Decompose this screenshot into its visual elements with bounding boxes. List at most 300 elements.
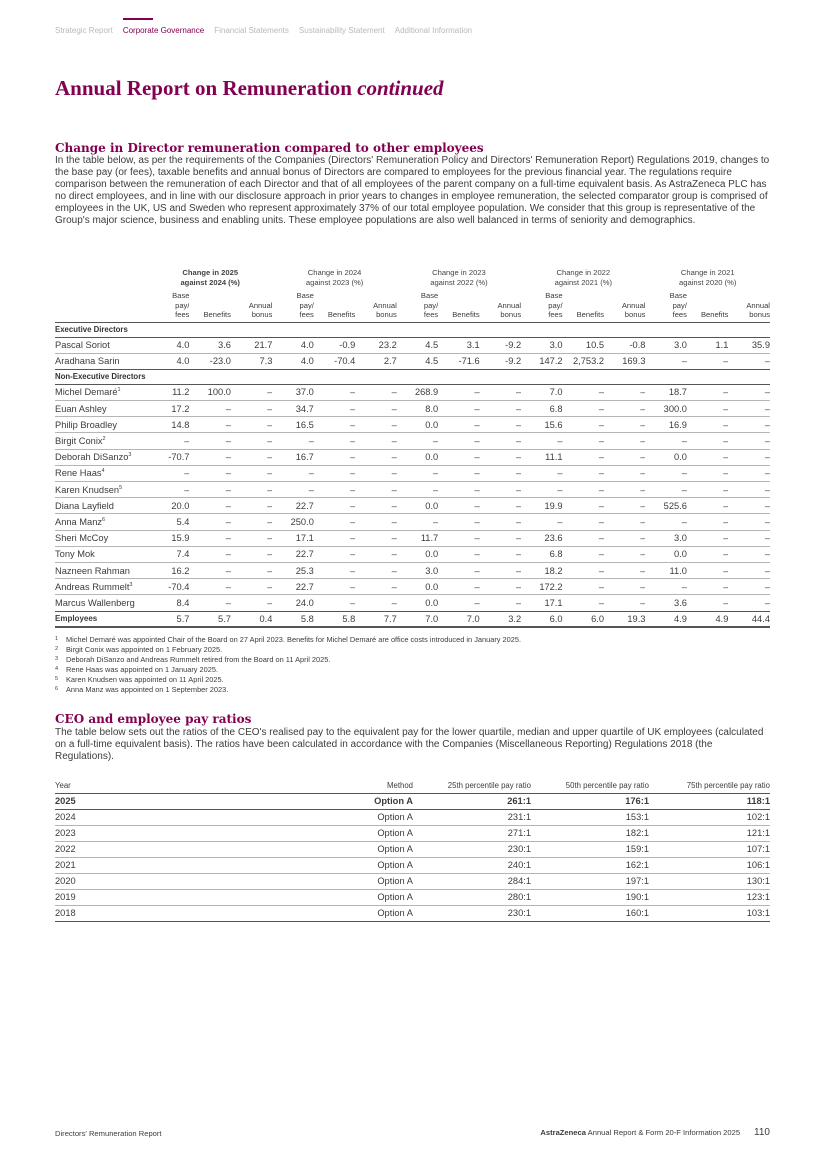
table-row xyxy=(55,433,770,449)
table-cell: – xyxy=(563,401,604,417)
table-cell: – xyxy=(438,433,479,449)
table-row xyxy=(55,514,770,530)
table-cell: 22.7 xyxy=(272,498,313,514)
pay-ratio-header-row xyxy=(55,778,770,793)
table-cell: 16.5 xyxy=(272,417,313,433)
col-header-annual-bonus: Annual bonus xyxy=(355,288,396,322)
table-cell: – xyxy=(604,546,645,562)
footnote-text: Deborah DiSanzo and Andreas Rummelt retired from the Board on 11 April 2025. xyxy=(66,655,331,664)
table-cell: 231:1 xyxy=(413,809,531,825)
director-name: Pascal Soriot xyxy=(55,337,148,353)
table-cell: – xyxy=(604,384,645,400)
table-cell: – xyxy=(189,482,230,498)
table-cell: – xyxy=(563,546,604,562)
non-executive-directors-section: Non-Executive Directors xyxy=(55,369,770,384)
table-cell: 2025 xyxy=(55,793,255,809)
table-cell: – xyxy=(480,579,521,595)
footnote xyxy=(55,665,770,675)
table-cell: – xyxy=(231,530,272,546)
footnote xyxy=(55,685,770,695)
table-cell: – xyxy=(189,417,230,433)
table-cell: – xyxy=(687,579,728,595)
table-cell: 11.0 xyxy=(645,562,686,578)
table-cell: – xyxy=(687,417,728,433)
table-cell: 16.9 xyxy=(645,417,686,433)
table-cell: – xyxy=(687,530,728,546)
table-cell: – xyxy=(148,465,189,481)
footnotes xyxy=(55,635,770,695)
table-cell: 169.3 xyxy=(604,353,645,369)
ceo-section-text: The table below sets out the ratios of the CEO's realised pay to the equivalent pay for the lower quartile, median and upper quartile of UK employees (calculated on a full-time equivalent basis). The ratios have been calculated in accordance with the Companies (Miscellaneous Reporting) Regulations 2018 (the Regulations). xyxy=(55,727,764,762)
table-cell: – xyxy=(397,514,438,530)
table-cell: 2.7 xyxy=(355,353,396,369)
table-cell: Option A xyxy=(255,809,413,825)
director-name: Andreas Rummelt$^3$ xyxy=(55,579,148,595)
table-cell: – xyxy=(687,433,728,449)
table-cell: 3.0 xyxy=(521,337,562,353)
footnote-number: 4 xyxy=(55,666,59,672)
table-cell: – xyxy=(189,579,230,595)
table-cell: 4.9 xyxy=(645,611,686,627)
table-cell: – xyxy=(314,514,355,530)
table-cell: 300.0 xyxy=(645,401,686,417)
footnote xyxy=(55,655,770,665)
table-cell: 23.2 xyxy=(355,337,396,353)
table-cell: Option A xyxy=(255,905,413,921)
table-row xyxy=(55,889,770,905)
table-row xyxy=(55,546,770,562)
nav-strategic-report[interactable]: Strategic Report xyxy=(55,26,113,35)
table-cell: – xyxy=(687,353,728,369)
table-cell: – xyxy=(728,579,770,595)
table-cell: -70.4 xyxy=(148,579,189,595)
table-cell: – xyxy=(563,465,604,481)
table-cell: – xyxy=(438,498,479,514)
pay-ratio-header-year: Year xyxy=(55,778,255,793)
table-cell: 525.6 xyxy=(645,498,686,514)
table-cell: – xyxy=(397,433,438,449)
nav-additional-information[interactable]: Additional Information xyxy=(394,26,473,35)
col-header-base-pay: Base pay/ fees xyxy=(521,288,562,322)
director-name: Diana Layfield xyxy=(55,498,148,514)
table-cell: – xyxy=(189,595,230,611)
table-cell: – xyxy=(438,417,479,433)
table-cell: Option A xyxy=(255,841,413,857)
table-cell: 7.0 xyxy=(438,611,479,627)
col-header-benefits: Benefits xyxy=(687,288,728,322)
table-cell: – xyxy=(604,562,645,578)
table-cell: – xyxy=(645,465,686,481)
table-cell: 100.0 xyxy=(189,384,230,400)
table-cell: 3.0 xyxy=(645,530,686,546)
remuneration-change-table xyxy=(55,262,770,628)
table-cell: – xyxy=(231,465,272,481)
table-cell: 11.2 xyxy=(148,384,189,400)
footnote xyxy=(55,645,770,655)
table-cell: -9.2 xyxy=(480,337,521,353)
col-header-benefits: Benefits xyxy=(189,288,230,322)
table-cell: 159:1 xyxy=(531,841,649,857)
table-cell: – xyxy=(355,498,396,514)
col-header-base-pay: Base pay/ fees xyxy=(272,288,313,322)
table-cell: – xyxy=(645,514,686,530)
table-cell: – xyxy=(563,595,604,611)
table-cell: 130:1 xyxy=(649,873,770,889)
group-header-2024: Change in 2024 against 2023 (%) xyxy=(305,268,364,287)
table-cell: – xyxy=(604,514,645,530)
table-cell: 5.8 xyxy=(314,611,355,627)
table-cell: – xyxy=(231,514,272,530)
footnote-text: Birgit Conix was appointed on 1 February 2025. xyxy=(66,645,223,654)
table-cell: 2021 xyxy=(55,857,255,873)
table-cell: – xyxy=(231,417,272,433)
table-cell: – xyxy=(231,433,272,449)
director-name: Karen Knudsen$^5$ xyxy=(55,482,148,498)
table-cell: 6.0 xyxy=(521,611,562,627)
table-cell: 11.1 xyxy=(521,449,562,465)
table-row xyxy=(55,873,770,889)
executive-directors-section: Executive Directors xyxy=(55,322,770,337)
table-cell: – xyxy=(563,579,604,595)
table-cell: 121:1 xyxy=(649,825,770,841)
table-cell: -0.9 xyxy=(314,337,355,353)
nav-financial-statements[interactable]: Financial Statements xyxy=(214,26,289,35)
table-row xyxy=(55,809,770,825)
table-row xyxy=(55,449,770,465)
table-cell: 261:1 xyxy=(413,793,531,809)
director-name: Rene Haas$^4$ xyxy=(55,465,148,481)
table-cell: 4.0 xyxy=(148,353,189,369)
table-cell: – xyxy=(563,482,604,498)
table-cell: 34.7 xyxy=(272,401,313,417)
nav-sustainability-statement[interactable]: Sustainability Statement xyxy=(298,26,385,35)
col-header-benefits: Benefits xyxy=(438,288,479,322)
table-cell: – xyxy=(728,353,770,369)
table-cell: 22.7 xyxy=(272,579,313,595)
footnote-number: 5 xyxy=(55,676,59,682)
table-cell: 17.1 xyxy=(272,530,313,546)
table-cell: 118:1 xyxy=(649,793,770,809)
table-cell: – xyxy=(355,546,396,562)
footnote-text: Rene Haas was appointed on 1 January 2025. xyxy=(66,665,219,674)
table-cell: – xyxy=(314,595,355,611)
table-cell: 23.6 xyxy=(521,530,562,546)
table-cell: – xyxy=(314,546,355,562)
table-row xyxy=(55,595,770,611)
table-cell: – xyxy=(438,530,479,546)
table-cell: – xyxy=(355,449,396,465)
director-name: Philip Broadley xyxy=(55,417,148,433)
footnote-number: 3 xyxy=(55,656,59,662)
table-cell: 7.4 xyxy=(148,546,189,562)
table-cell: – xyxy=(355,579,396,595)
table-cell: 5.7 xyxy=(148,611,189,627)
table-cell: -23.0 xyxy=(189,353,230,369)
col-header-annual-bonus: Annual bonus xyxy=(480,288,521,322)
table-cell: 147.2 xyxy=(521,353,562,369)
table-cell: – xyxy=(355,417,396,433)
table-cell: – xyxy=(397,465,438,481)
table-cell: -9.2 xyxy=(480,353,521,369)
table-cell: 4.5 xyxy=(397,353,438,369)
table-cell: 17.1 xyxy=(521,595,562,611)
table-row xyxy=(55,498,770,514)
footnote-number: 1 xyxy=(55,636,59,642)
table-cell: 5.7 xyxy=(189,611,230,627)
table-cell: 2,753.2 xyxy=(563,353,604,369)
table-row xyxy=(55,417,770,433)
table-cell: 3.2 xyxy=(480,611,521,627)
col-header-annual-bonus: Annual bonus xyxy=(604,288,645,322)
table-row xyxy=(55,579,770,595)
table-cell: – xyxy=(314,449,355,465)
table-row xyxy=(55,841,770,857)
table-cell: – xyxy=(314,465,355,481)
table-cell: – xyxy=(189,546,230,562)
table-cell: – xyxy=(521,514,562,530)
table-cell: 0.0 xyxy=(397,579,438,595)
footnote-number: 2 xyxy=(55,646,59,652)
table-cell: -70.7 xyxy=(148,449,189,465)
footer-publication xyxy=(540,1127,770,1138)
table-cell: – xyxy=(272,465,313,481)
table-row xyxy=(55,530,770,546)
table-cell: – xyxy=(355,562,396,578)
table-cell: – xyxy=(314,401,355,417)
table-cell: – xyxy=(604,579,645,595)
pay-ratio-header-50th: 50th percentile pay ratio xyxy=(531,778,649,793)
table-cell: – xyxy=(728,401,770,417)
page-title xyxy=(55,76,444,101)
table-cell: 103:1 xyxy=(649,905,770,921)
table-cell: 18.2 xyxy=(521,562,562,578)
table-cell: 4.0 xyxy=(148,337,189,353)
table-cell: 0.0 xyxy=(397,449,438,465)
table-cell: – xyxy=(480,482,521,498)
col-header-base-pay: Base pay/ fees xyxy=(397,288,438,322)
table-cell: 4.0 xyxy=(272,337,313,353)
pay-ratio-header-75th: 75th percentile pay ratio xyxy=(649,778,770,793)
table-cell: 106:1 xyxy=(649,857,770,873)
table-cell: – xyxy=(314,562,355,578)
table-cell: – xyxy=(563,449,604,465)
table-cell: – xyxy=(189,449,230,465)
director-name: Anna Manz$^6$ xyxy=(55,514,148,530)
table-cell: 44.4 xyxy=(728,611,770,627)
table-cell: – xyxy=(480,514,521,530)
table-row xyxy=(55,465,770,481)
table-cell: 182:1 xyxy=(531,825,649,841)
table-cell: – xyxy=(480,417,521,433)
table-cell: – xyxy=(687,482,728,498)
table-cell: – xyxy=(314,384,355,400)
table-cell: 15.6 xyxy=(521,417,562,433)
table-row xyxy=(55,825,770,841)
director-name: Marcus Wallenberg xyxy=(55,595,148,611)
table-cell: 3.6 xyxy=(189,337,230,353)
table-cell: – xyxy=(563,433,604,449)
table-cell: – xyxy=(231,449,272,465)
table-cell: – xyxy=(148,482,189,498)
table-cell: – xyxy=(480,595,521,611)
table-cell: – xyxy=(355,384,396,400)
table-cell: – xyxy=(314,530,355,546)
table-cell: 7.0 xyxy=(521,384,562,400)
table-cell: – xyxy=(438,546,479,562)
table-cell: Option A xyxy=(255,825,413,841)
table-cell: – xyxy=(480,449,521,465)
table-cell: – xyxy=(521,433,562,449)
table-group-header-row xyxy=(55,262,770,288)
table-cell: – xyxy=(438,465,479,481)
table-cell: 0.0 xyxy=(397,417,438,433)
footnote-number: 6 xyxy=(55,686,59,692)
col-header-benefits: Benefits xyxy=(563,288,604,322)
table-cell: – xyxy=(604,595,645,611)
table-cell: – xyxy=(563,417,604,433)
page-title-main: Annual Report on Remuneration xyxy=(55,76,352,100)
table-cell: – xyxy=(563,530,604,546)
pay-ratio-header-method: Method xyxy=(255,778,413,793)
table-cell: – xyxy=(438,562,479,578)
director-name: Tony Mok xyxy=(55,546,148,562)
ceo-section-heading: CEO and employee pay ratios xyxy=(55,712,252,726)
table-cell: – xyxy=(687,465,728,481)
table-cell: 0.4 xyxy=(231,611,272,627)
table-cell: 5.8 xyxy=(272,611,313,627)
table-cell: – xyxy=(604,449,645,465)
pay-ratio-table xyxy=(55,778,770,922)
table-cell: 7.7 xyxy=(355,611,396,627)
table-cell: – xyxy=(728,482,770,498)
group-header-2023: Change in 2023 against 2022 (%) xyxy=(430,268,488,287)
table-cell: 190:1 xyxy=(531,889,649,905)
table-cell: 153:1 xyxy=(531,809,649,825)
table-cell: 19.9 xyxy=(521,498,562,514)
table-cell: 3.0 xyxy=(397,562,438,578)
table-cell: 107:1 xyxy=(649,841,770,857)
table-cell: – xyxy=(231,579,272,595)
table-row xyxy=(55,857,770,873)
table-cell: 16.7 xyxy=(272,449,313,465)
table-cell: 250.0 xyxy=(272,514,313,530)
table-cell: 4.0 xyxy=(272,353,313,369)
table-cell: 7.0 xyxy=(397,611,438,627)
col-header-base-pay: Base pay/ fees xyxy=(645,288,686,322)
table-cell: – xyxy=(480,498,521,514)
table-cell: 19.3 xyxy=(604,611,645,627)
table-cell: – xyxy=(355,433,396,449)
table-row xyxy=(55,793,770,809)
table-cell: – xyxy=(189,498,230,514)
table-cell: 1.1 xyxy=(687,337,728,353)
table-cell: 280:1 xyxy=(413,889,531,905)
change-section-heading: Change in Director remuneration compared to other employees xyxy=(55,141,484,155)
table-cell: 24.0 xyxy=(272,595,313,611)
table-cell: – xyxy=(480,546,521,562)
table-cell: 230:1 xyxy=(413,905,531,921)
col-header-annual-bonus: Annual bonus xyxy=(728,288,770,322)
table-cell: – xyxy=(728,546,770,562)
table-cell: – xyxy=(687,546,728,562)
table-row xyxy=(55,384,770,400)
table-cell: 123:1 xyxy=(649,889,770,905)
table-row xyxy=(55,562,770,578)
table-cell: – xyxy=(355,595,396,611)
table-cell: 37.0 xyxy=(272,384,313,400)
table-cell: 8.4 xyxy=(148,595,189,611)
table-cell: 2024 xyxy=(55,809,255,825)
table-cell: 4.9 xyxy=(687,611,728,627)
table-cell: – xyxy=(480,530,521,546)
table-cell: 10.5 xyxy=(563,337,604,353)
table-cell: – xyxy=(728,530,770,546)
table-cell: – xyxy=(231,546,272,562)
table-cell: – xyxy=(231,498,272,514)
table-cell: – xyxy=(687,514,728,530)
footer-publication-name: Annual Report & Form 20-F Information 2025 xyxy=(587,1128,741,1137)
table-cell: – xyxy=(189,530,230,546)
change-section-text: In the table below, as per the requirements of the Companies (Directors' Remuneration Policy and Directors' Remuneration Report) Regulations 2019, changes to the base pay (or fees), taxable benefits and annual bonus of Directors are compared to employees for the previous financial year. The regulations require comparison between the remuneration of each Director and that of all employees of the parent company on a full-time equivalent basis. As AstraZeneca PLC has no direct employees, and in line with our disclosure approach in prior years to changes in employee remuneration, the selected comparator group is comprised of employees in the UK, US and Sweden who represent approximately 37% of our total employee population. We consider that this group is representative of the Group's major science, business and enabling units. These employee populations are also well balanced in terms of seniority and demographics. xyxy=(55,155,770,226)
page-title-suffix: continued xyxy=(357,76,444,100)
table-cell: – xyxy=(189,514,230,530)
table-cell: – xyxy=(728,417,770,433)
table-cell: – xyxy=(438,482,479,498)
table-cell: – xyxy=(728,433,770,449)
table-cell: 0.0 xyxy=(397,595,438,611)
nav-corporate-governance[interactable]: Corporate Governance xyxy=(123,20,204,38)
table-cell: – xyxy=(480,433,521,449)
group-header-2022: Change in 2022 against 2021 (%) xyxy=(554,268,613,287)
table-cell: – xyxy=(604,498,645,514)
table-cell: – xyxy=(728,562,770,578)
table-row xyxy=(55,905,770,921)
table-cell: 230:1 xyxy=(413,841,531,857)
table-cell: 0.0 xyxy=(645,546,686,562)
table-cell: 6.8 xyxy=(521,401,562,417)
table-cell: 22.7 xyxy=(272,546,313,562)
table-cell: 0.0 xyxy=(645,449,686,465)
footnote xyxy=(55,675,770,685)
table-cell: 176:1 xyxy=(531,793,649,809)
table-cell: – xyxy=(687,401,728,417)
table-cell: 2022 xyxy=(55,841,255,857)
table-cell: – xyxy=(355,482,396,498)
footnote-text: Karen Knudsen was appointed on 11 April 2025. xyxy=(66,675,224,684)
table-cell: 2023 xyxy=(55,825,255,841)
table-cell: – xyxy=(604,530,645,546)
table-cell: – xyxy=(272,482,313,498)
table-cell: – xyxy=(645,482,686,498)
director-name: Aradhana Sarin xyxy=(55,353,148,369)
table-cell: 21.7 xyxy=(231,337,272,353)
table-cell: – xyxy=(645,353,686,369)
table-cell: 2020 xyxy=(55,873,255,889)
table-cell: – xyxy=(231,562,272,578)
table-cell: 2019 xyxy=(55,889,255,905)
table-cell: Option A xyxy=(255,793,413,809)
table-cell: 172.2 xyxy=(521,579,562,595)
table-cell: – xyxy=(687,449,728,465)
table-cell: 3.1 xyxy=(438,337,479,353)
table-cell: – xyxy=(563,498,604,514)
table-cell: – xyxy=(314,498,355,514)
col-header-base-pay: Base pay/ fees xyxy=(148,288,189,322)
table-cell: Option A xyxy=(255,857,413,873)
table-cell: – xyxy=(604,401,645,417)
table-cell: – xyxy=(480,384,521,400)
table-cell: – xyxy=(604,482,645,498)
